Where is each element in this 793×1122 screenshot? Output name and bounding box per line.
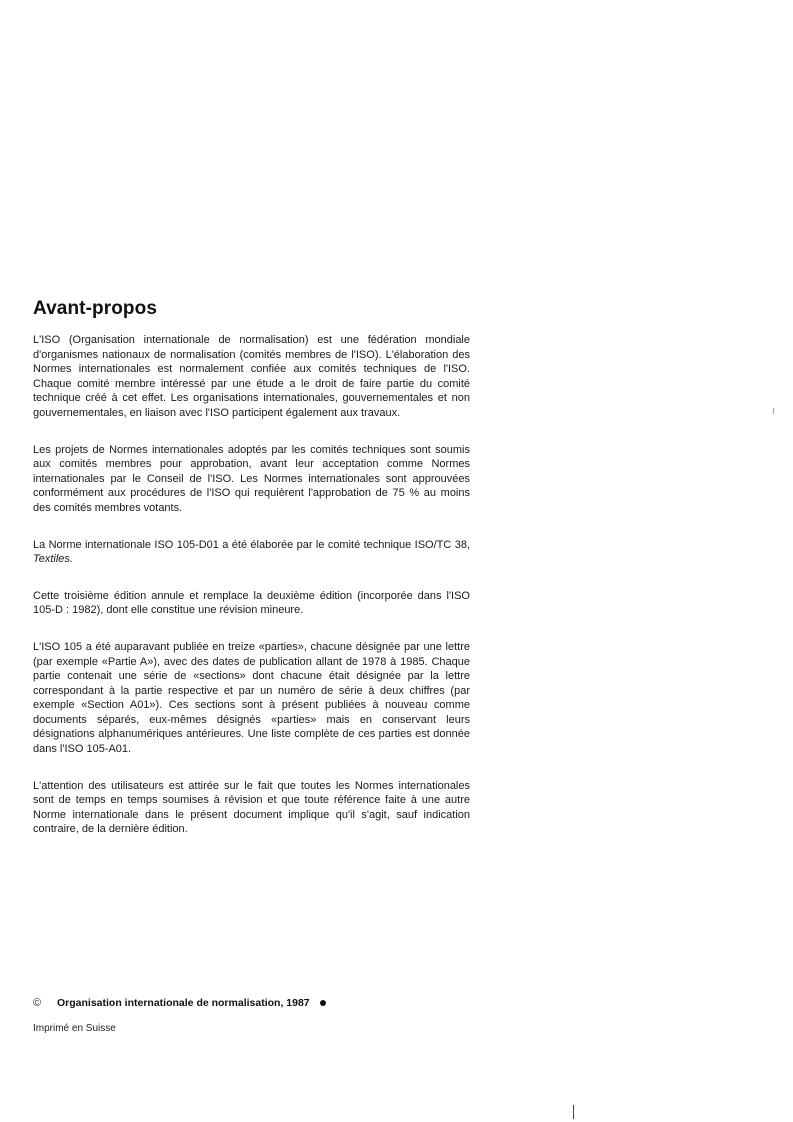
paragraph-attention: L'attention des utilisateurs est attirée sur le fait que toutes les Normes internationales sont de temps en temps soumises à révision et que toute référence faite à une autre Norme internationale dans le présent document implique qu'il s'agit, sauf indication contraire, de la dernière édition.: [33, 779, 470, 836]
bullet-icon: [320, 1000, 326, 1006]
scan-mark-bottom: [573, 1105, 574, 1119]
copyright-text: Organisation internationale de normalisation, 1987: [57, 997, 310, 1009]
paragraph-committee: [33, 538, 470, 567]
paragraph-edition: Cette troisième édition annule et remplace la deuxième édition (incorporée dans l'ISO 105-D : 1982), dont elle constitue une révision mineure.: [33, 589, 470, 617]
foreword-body: [33, 333, 470, 859]
copyright-icon: ©: [33, 997, 42, 1009]
paragraph-draft-approval: Les projets de Normes internationales adoptés par les comités techniques sont soumis aux comités membres pour approbation, avant leur acceptation comme Normes internationales par le Conseil de l'ISO. Les Normes internationales sont approuvées conformément aux procédures de l'ISO qui requièrent l'approbation de 75 % au moins des comités membres votants.: [33, 443, 470, 514]
paragraph-history: L'ISO 105 a été auparavant publiée en treize «parties», chacune désignée par une lettre (par exemple «Partie A»), avec des dates de publication allant de 1978 à 1985. Chaque partie contenait une série de «sections» dont chacune était désignée par la lettre correspondant à la partie respective et par un numéro de série à deux chiffres (par exemple «Section A01»). Ces sections sont à présent publiées à nouveau comme documents séparés, eux-mêmes désignés «parties» mais en conservant leurs désignations alphanumériques antérieures. Une liste complète de ces parties est donnée dans l'ISO 105-A01.: [33, 640, 470, 756]
committee-subject: Textiles.: [33, 553, 73, 566]
scan-mark-right: [773, 408, 774, 414]
printed-in-label: Imprimé en Suisse: [33, 1023, 116, 1034]
copyright-line: [33, 997, 326, 1009]
paragraph-iso-intro: L'ISO (Organisation internationale de normalisation) est une fédération mondiale d'organismes nationaux de normalisation (comités membres de l'ISO). L'élaboration des Normes internationales est normalement confiée aux comités techniques de l'ISO. Chaque comité membre intéressé par une étude a le droit de faire partie du comité technique créé à cet effet. Les organisations internationales, gouvernementales et non gouvernementales, en liaison avec l'ISO participent également aux travaux.: [33, 334, 470, 419]
committee-text: La Norme internationale ISO 105-D01 a été élaborée par le comité technique ISO/TC 38,: [33, 538, 470, 551]
page-title: Avant-propos: [33, 298, 157, 319]
